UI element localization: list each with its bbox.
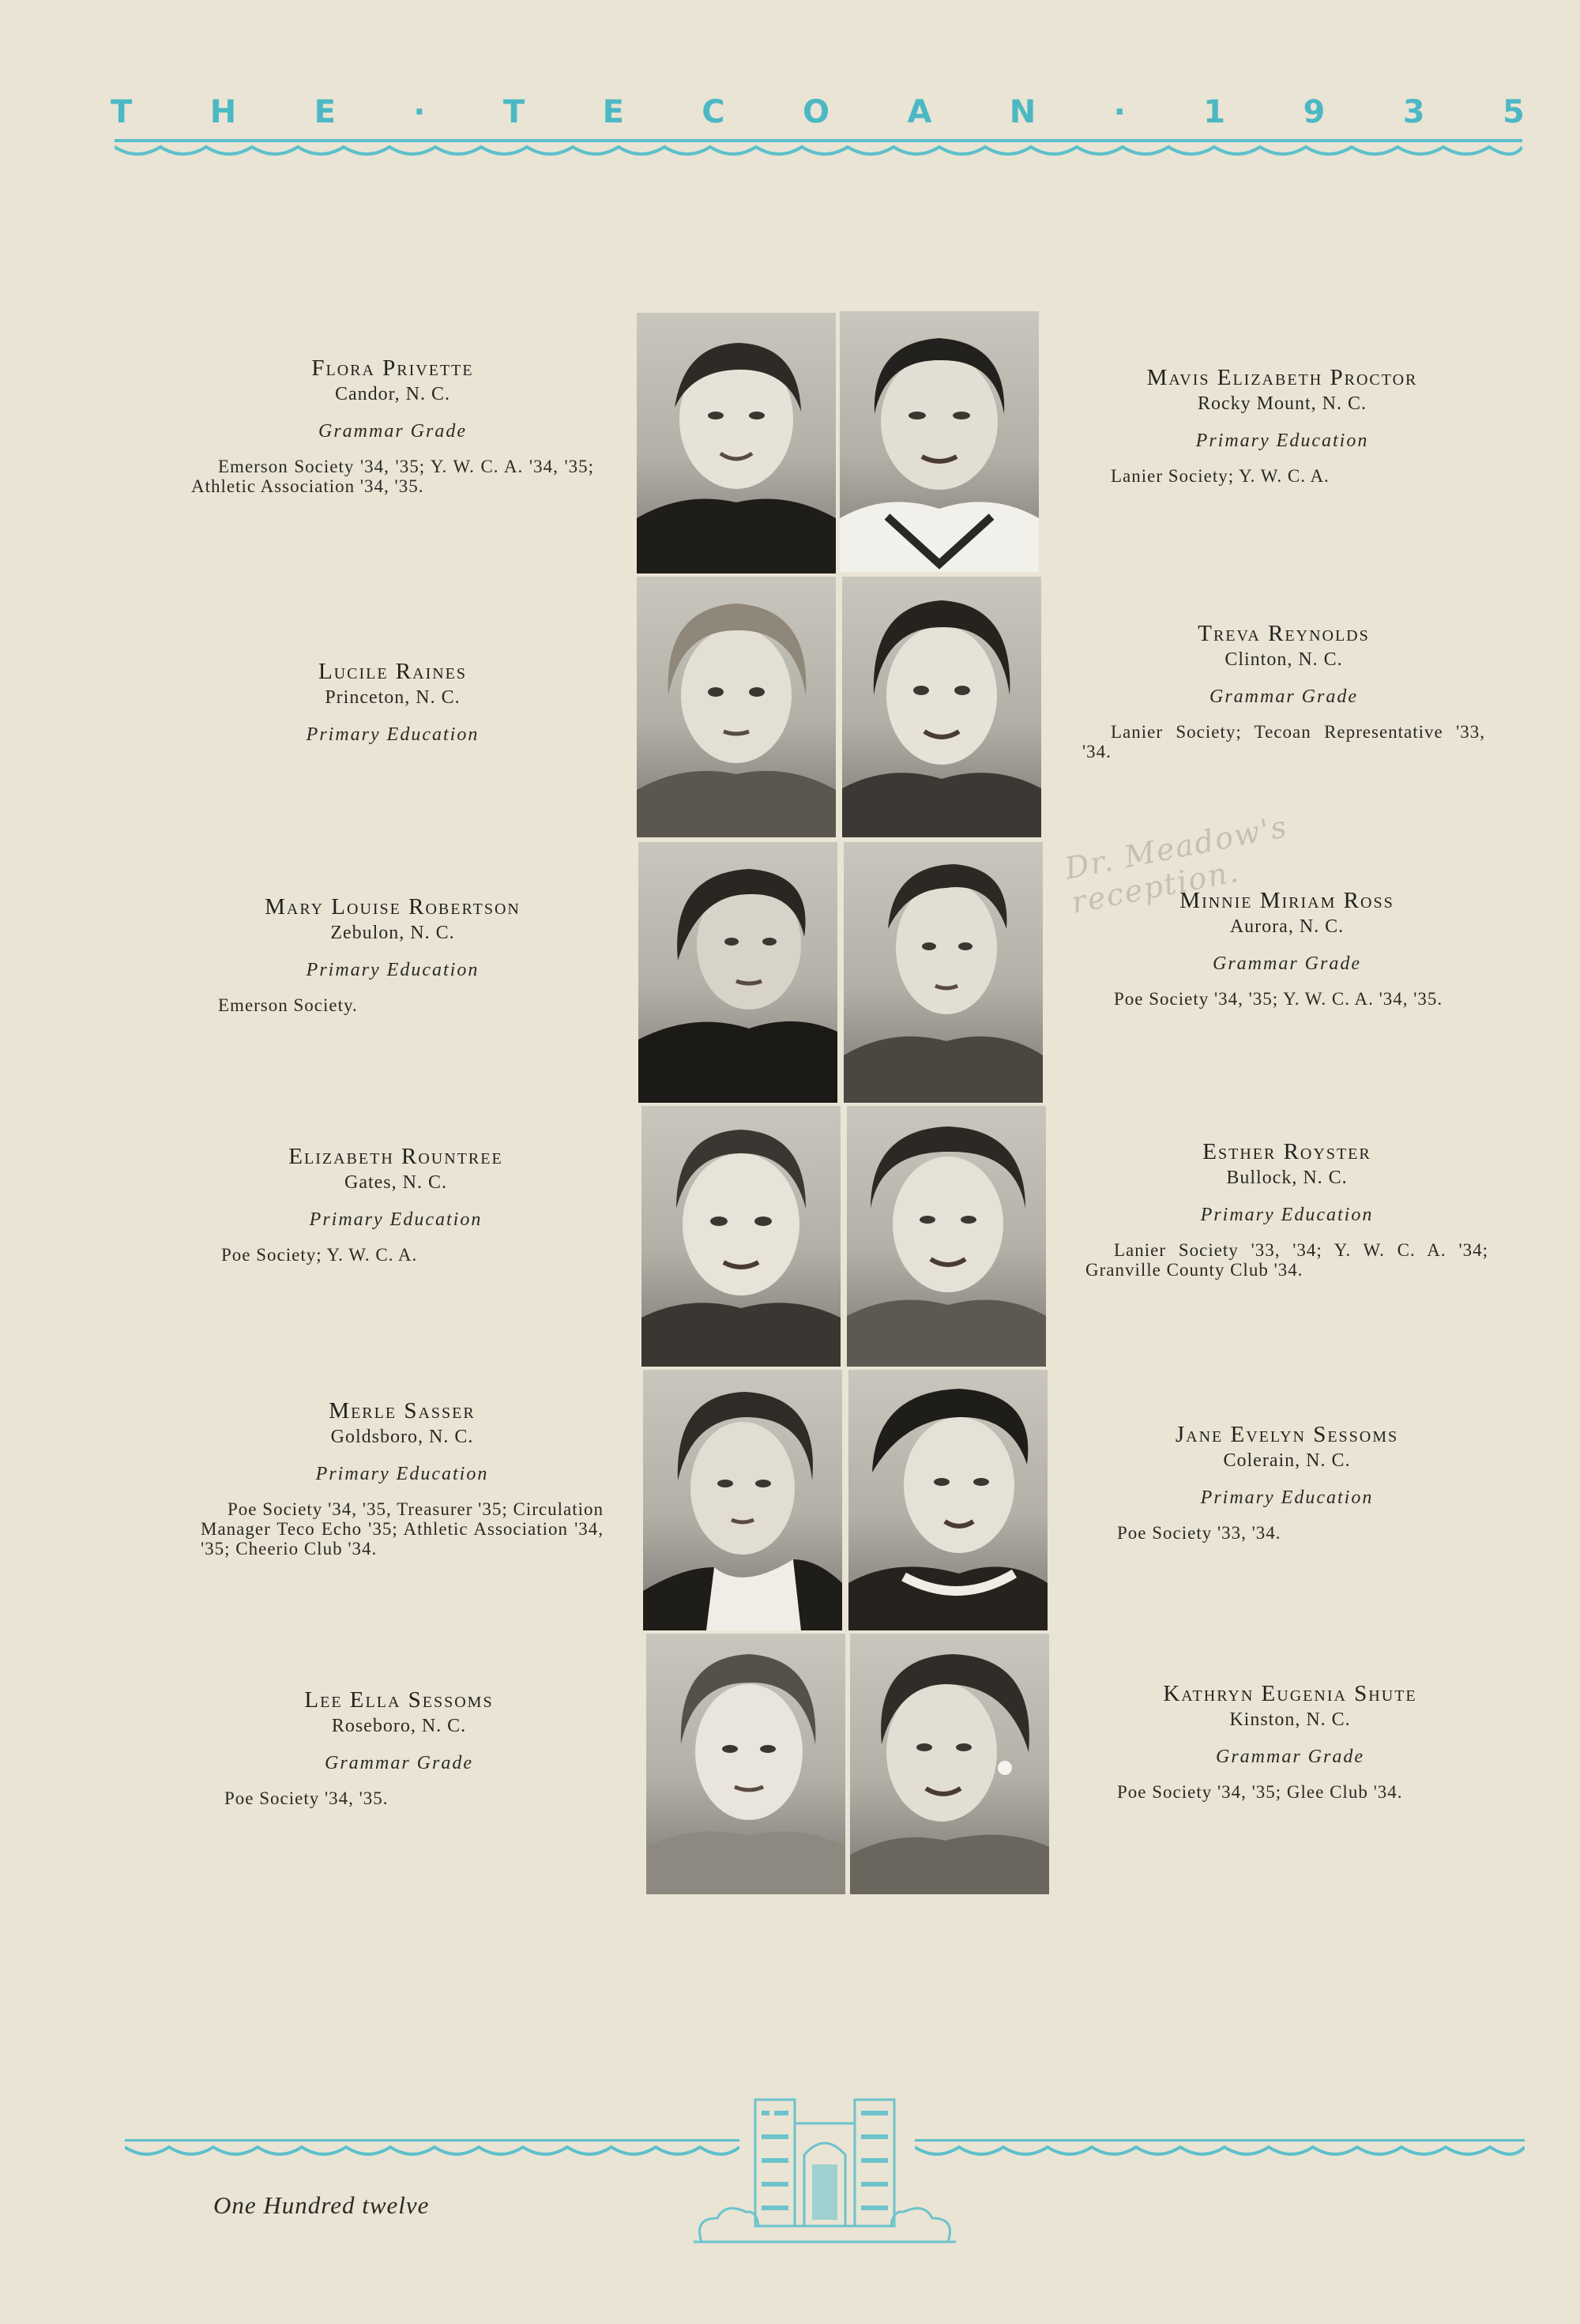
- student-hometown: Princeton, N. C.: [325, 687, 461, 708]
- student-course: Primary Education: [309, 1209, 483, 1230]
- header-letter: 5: [1502, 94, 1525, 130]
- student-course: Primary Education: [1200, 1205, 1374, 1225]
- header-letter: T: [502, 94, 525, 130]
- student-entry: [1085, 1139, 1488, 1280]
- header-letter: ·: [1113, 94, 1126, 130]
- student-hometown: Kinston, N. C.: [1229, 1709, 1351, 1730]
- student-entry: [1082, 621, 1485, 762]
- student-hometown: Zebulon, N. C.: [330, 923, 455, 943]
- student-entry: [198, 1687, 600, 1808]
- footer-rule-left: [125, 2139, 739, 2142]
- portrait-photo: [850, 1634, 1049, 1894]
- student-name: Lee Ella Sessoms: [304, 1687, 494, 1713]
- student-name: Kathryn Eugenia Shute: [1163, 1681, 1417, 1706]
- student-entry: [191, 894, 594, 1015]
- portrait-figure: [844, 842, 1043, 1103]
- portrait-figure: [646, 1634, 845, 1894]
- student-hometown: Clinton, N. C.: [1224, 649, 1343, 670]
- student-course: Grammar Grade: [1216, 1747, 1364, 1767]
- portrait-figure: [848, 1370, 1048, 1630]
- portrait-figure: [637, 313, 836, 573]
- student-name: Merle Sasser: [329, 1398, 476, 1423]
- header-letter: 3: [1402, 94, 1425, 130]
- student-activities: Poe Society '34, '35, Treasurer '35; Circulation Manager Teco Echo '35; Athletic Association '34, '35; Cheerio Club '34.: [201, 1499, 604, 1559]
- handwritten-note: Dr. Meadow's reception.: [1062, 808, 1291, 920]
- header-letter: T: [111, 94, 133, 130]
- student-course: Primary Education: [306, 960, 480, 980]
- student-course: Primary Education: [306, 724, 480, 745]
- student-course: Grammar Grade: [325, 1753, 473, 1773]
- student-hometown: Goldsboro, N. C.: [330, 1427, 474, 1447]
- student-hometown: Colerain, N. C.: [1223, 1450, 1351, 1471]
- portrait-figure: [847, 1106, 1046, 1367]
- header-letter: 1: [1203, 94, 1226, 130]
- student-activities: Poe Society; Y. W. C. A.: [221, 1245, 418, 1265]
- building-emblem-icon: [686, 2092, 964, 2250]
- header-letter: E: [314, 94, 336, 130]
- student-name: Mary Louise Robertson: [265, 894, 521, 919]
- student-entry: [201, 1398, 604, 1559]
- student-entry: [1085, 1422, 1488, 1543]
- student-activities: Emerson Society.: [218, 995, 358, 1015]
- header-letter: N: [1009, 94, 1036, 130]
- portrait-photo: [637, 313, 836, 573]
- header-letter: 9: [1303, 94, 1326, 130]
- page-number: One Hundred twelve: [213, 2191, 430, 2219]
- student-activities: Poe Society '34, '35; Y. W. C. A. '34, '35.: [1114, 989, 1443, 1009]
- portrait-photo: [847, 1106, 1046, 1367]
- student-name: Elizabeth Rountree: [288, 1144, 503, 1169]
- student-name: Lucile Raines: [318, 659, 468, 684]
- header-letter: C: [702, 94, 725, 130]
- student-hometown: Roseboro, N. C.: [331, 1716, 467, 1736]
- footer-wave-right: [915, 2142, 1525, 2169]
- portrait-photo: [637, 577, 836, 837]
- student-activities: Poe Society '33, '34.: [1117, 1523, 1281, 1543]
- header-letter: ·: [413, 94, 426, 130]
- student-name: Flora Privette: [311, 355, 474, 381]
- student-name: Mavis Elizabeth Proctor: [1146, 365, 1418, 390]
- footer-rule-right: [915, 2139, 1525, 2142]
- portrait-figure: [638, 842, 837, 1103]
- portrait-photo: [840, 311, 1039, 572]
- student-activities: Lanier Society; Tecoan Representative '33, '34.: [1082, 722, 1485, 762]
- student-course: Primary Education: [1200, 1487, 1374, 1508]
- student-course: Primary Education: [1195, 431, 1369, 451]
- portrait-figure: [840, 311, 1039, 572]
- student-name: Treva Reynolds: [1198, 621, 1370, 646]
- portrait-photo: [842, 577, 1041, 837]
- student-name: Minnie Miriam Ross: [1179, 888, 1394, 913]
- student-hometown: Rocky Mount, N. C.: [1197, 393, 1367, 414]
- portrait-photo: [638, 842, 837, 1103]
- student-activities: Lanier Society '33, '34; Y. W. C. A. '34; Granville County Club '34.: [1085, 1240, 1488, 1280]
- student-hometown: Bullock, N. C.: [1226, 1168, 1348, 1188]
- student-course: Primary Education: [315, 1464, 489, 1484]
- student-entry: [1081, 365, 1484, 486]
- student-entry: [194, 1144, 597, 1265]
- header-letter: O: [803, 94, 830, 130]
- student-hometown: Aurora, N. C.: [1229, 916, 1345, 937]
- student-activities: Emerson Society '34, '35; Y. W. C. A. '34, '35; Athletic Association '34, '35.: [191, 457, 594, 496]
- portrait-photo: [641, 1106, 841, 1367]
- portrait-photo: [643, 1370, 842, 1630]
- header-letter: A: [907, 94, 932, 130]
- portrait-figure: [637, 577, 836, 837]
- student-entry: [191, 355, 594, 496]
- portrait-photo: [646, 1634, 845, 1894]
- student-name: Jane Evelyn Sessoms: [1175, 1422, 1399, 1447]
- student-name: Esther Royster: [1202, 1139, 1371, 1164]
- footer-wave-left: [125, 2142, 739, 2169]
- portrait-figure: [850, 1634, 1049, 1894]
- header-letter: E: [602, 94, 624, 130]
- student-activities: Poe Society '34, '35; Glee Club '34.: [1117, 1782, 1403, 1802]
- student-entry: [1089, 1681, 1492, 1802]
- student-hometown: Candor, N. C.: [334, 384, 451, 404]
- header-letter: H: [209, 94, 237, 130]
- student-course: Grammar Grade: [318, 421, 467, 442]
- student-course: Grammar Grade: [1209, 686, 1358, 707]
- header-wave-border: [115, 142, 1522, 169]
- portrait-photo: [844, 842, 1043, 1103]
- student-activities: Lanier Society; Y. W. C. A.: [1111, 466, 1330, 486]
- portrait-figure: [842, 577, 1041, 837]
- running-header: [111, 88, 1525, 136]
- student-course: Grammar Grade: [1213, 953, 1361, 974]
- portrait-figure: [643, 1370, 842, 1630]
- portrait-figure: [641, 1106, 841, 1367]
- student-hometown: Gates, N. C.: [344, 1172, 447, 1193]
- portrait-photo: [848, 1370, 1048, 1630]
- student-activities: Poe Society '34, '35.: [224, 1788, 389, 1808]
- student-entry: [191, 659, 594, 746]
